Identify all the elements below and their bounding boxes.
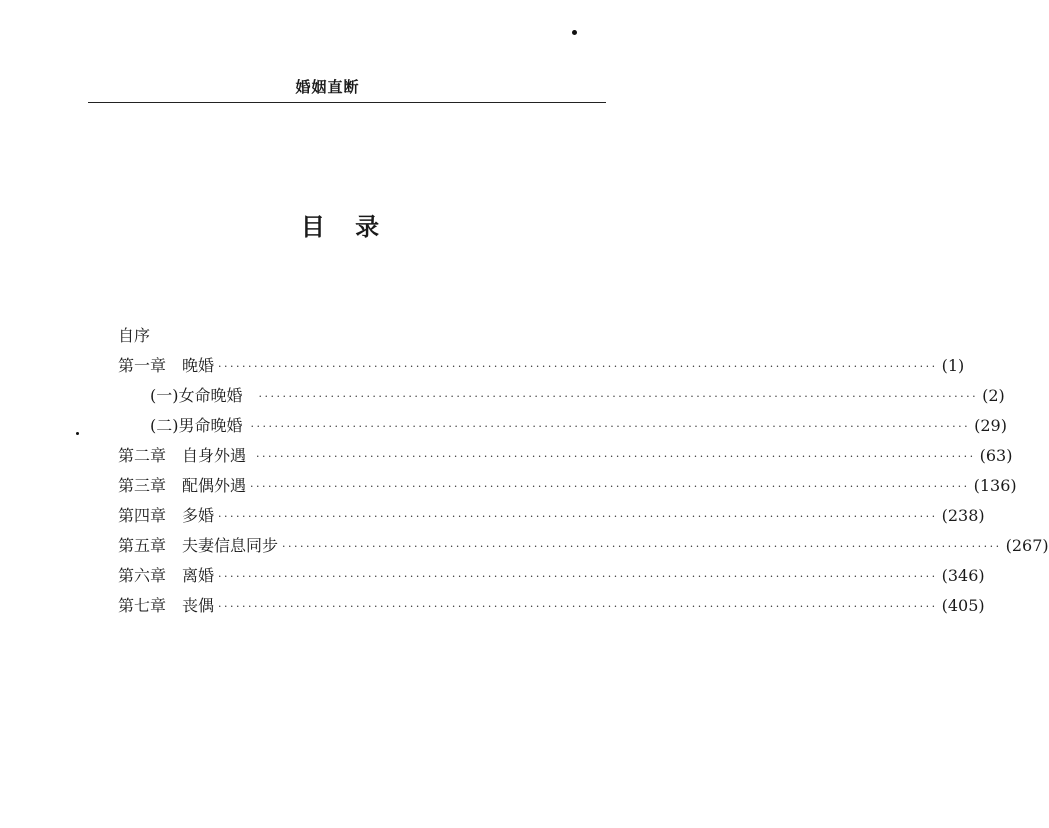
- print-speck: [572, 30, 577, 35]
- toc-dot-leader: ························································································································: [218, 360, 938, 373]
- toc-dot-leader: ························································································································: [258, 390, 979, 403]
- toc-chapter-number: 第一章: [118, 356, 167, 375]
- toc-dot-leader: ························································································································: [218, 600, 938, 613]
- toc-dot-leader: ························································································································: [218, 570, 938, 583]
- toc-entry-title: 自序: [118, 326, 151, 345]
- header-rule: [88, 102, 606, 103]
- toc-entry-title: 晚婚: [182, 356, 215, 375]
- toc-chapter-number: 第七章: [118, 596, 167, 615]
- toc-entry[interactable]: [118, 353, 965, 379]
- toc-entry-preface[interactable]: [118, 323, 598, 349]
- print-speck: [76, 432, 79, 435]
- toc-chapter-number: 第四章: [118, 506, 167, 525]
- toc-entry-title: 丧偶: [182, 596, 215, 615]
- toc-page-number: (405): [941, 596, 985, 615]
- toc-entry-title: 配偶外遇: [182, 476, 247, 495]
- toc-entry[interactable]: [118, 503, 985, 529]
- toc-page-number: (136): [973, 476, 1017, 495]
- running-header-title: 婚姻直断: [295, 78, 360, 96]
- toc-entry-title: (二)男命晚婚: [150, 416, 243, 435]
- toc-entry[interactable]: [118, 533, 1049, 559]
- toc-dot-leader: ························································································································: [218, 510, 938, 523]
- toc-dot-leader: ························································································································: [250, 480, 970, 493]
- toc-entry-title: 多婚: [182, 506, 215, 525]
- toc-entry[interactable]: [118, 593, 985, 619]
- toc-dot-leader: ························································································································: [282, 540, 1002, 553]
- toc-page-number: (29): [974, 416, 1007, 435]
- toc-entry[interactable]: [150, 413, 1007, 439]
- toc-entry[interactable]: [150, 383, 1005, 409]
- toc-page-number: (238): [941, 506, 985, 525]
- toc-title: 目 录: [300, 213, 380, 241]
- toc-entry[interactable]: [118, 563, 985, 589]
- toc-entry-title: (一)女命晚婚: [150, 386, 243, 405]
- toc-chapter-number: 第三章: [118, 476, 167, 495]
- toc-chapter-number: 第六章: [118, 566, 167, 585]
- toc-chapter-number: 第二章: [118, 446, 167, 465]
- toc-page-number: (63): [979, 446, 1013, 465]
- toc-entry-title: 离婚: [182, 566, 215, 585]
- toc-dot-leader: ························································································································: [256, 450, 976, 463]
- toc-entry-title: 夫妻信息同步: [182, 536, 279, 555]
- toc-dot-leader: ························································································································: [250, 420, 971, 433]
- toc-entry-title: 自身外遇: [182, 446, 247, 465]
- toc-page-number: (267): [1005, 536, 1049, 555]
- toc-page-number: (1): [941, 356, 965, 375]
- toc-chapter-number: 第五章: [118, 536, 167, 555]
- toc-entry[interactable]: [118, 443, 1013, 469]
- toc-page-number: (2): [982, 386, 1005, 405]
- toc-page-number: (346): [941, 566, 985, 585]
- toc-entry[interactable]: [118, 473, 1017, 499]
